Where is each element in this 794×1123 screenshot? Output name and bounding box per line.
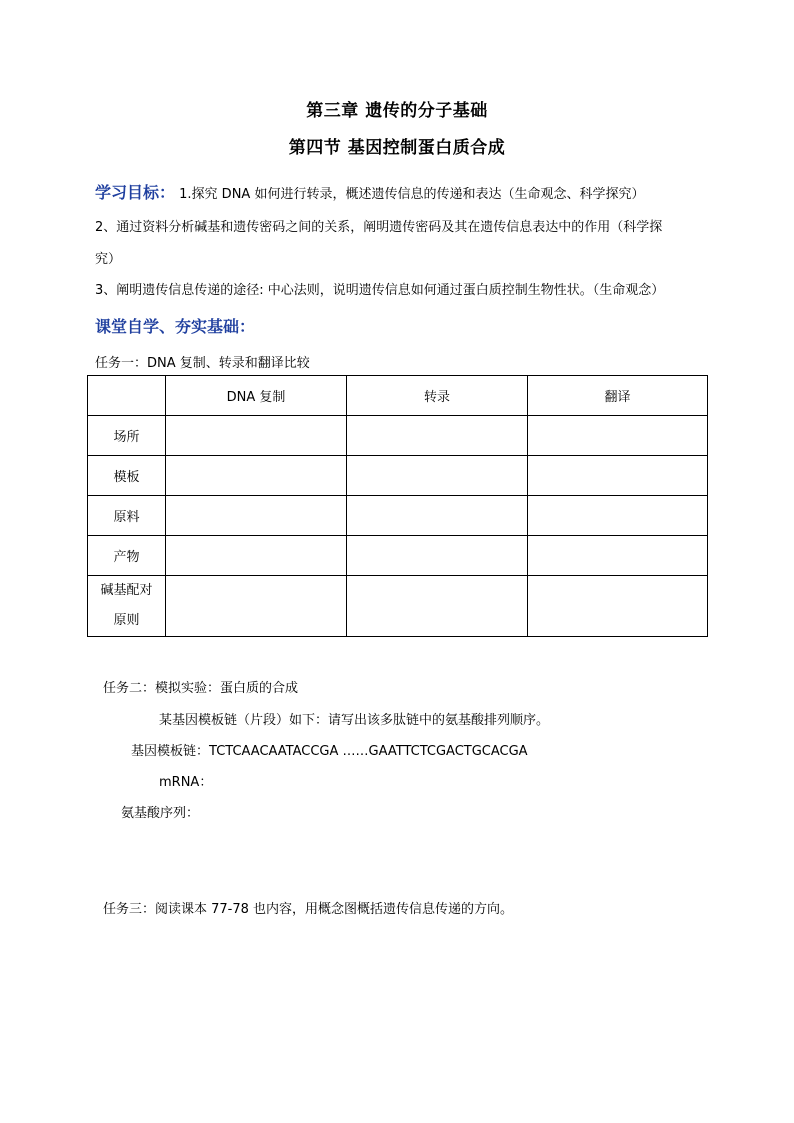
task2-instruction: 某基因模板链（片段）如下：请写出该多肽链中的氨基酸排列顺序。 [159,713,550,728]
table-row [88,456,708,496]
table-row [88,576,708,637]
answer-cell[interactable] [347,416,528,456]
header-cell-dna-replication: DNA 复制 [166,376,347,416]
answer-cell[interactable] [347,536,528,576]
row-label-location: 场所 [88,416,166,456]
objective-3: 3、阐明遗传信息传递的途径: 中心法则，说明遗传信息如何通过蛋白质控制生物性状。（生命观念） [95,283,665,298]
objective-1: 1.探究 DNA 如何进行转录，概述遗传信息的传递和表达（生命观念、科学探究） [175,187,645,202]
header-cell-translation: 翻译 [528,376,708,416]
gene-template-sequence: TCTCAACAATACCGA ……GAATTCTCGACTGCACGA [209,744,528,759]
answer-cell[interactable] [166,576,347,637]
row-label-product: 产物 [88,536,166,576]
header-cell-empty [88,376,166,416]
comparison-table [87,375,708,637]
answer-cell[interactable] [347,576,528,637]
mrna-label: mRNA： [159,775,213,790]
answer-cell[interactable] [528,496,708,536]
answer-cell[interactable] [166,496,347,536]
amino-acid-label: 氨基酸序列： [121,806,200,821]
objectives-label: 学习目标： [95,183,176,202]
task3-title: 任务三：阅读课本 77-78 也内容，用概念图概括遗传信息传递的方向。 [103,902,514,917]
row-label-material: 原料 [88,496,166,536]
table-row [88,416,708,456]
objective-2-line-1: 2、通过资料分析碱基和遗传密码之间的关系，阐明遗传密码及其在遗传信息表达中的作用（科学探 [95,220,663,235]
table-row [88,536,708,576]
learning-objectives [95,180,644,203]
gene-template-line [131,740,528,759]
answer-cell[interactable] [528,576,708,637]
answer-cell[interactable] [347,456,528,496]
row-label-base-pairing-line1: 碱基配对 [100,583,153,598]
table-header-row [88,376,708,416]
answer-cell[interactable] [347,496,528,536]
answer-cell[interactable] [166,536,347,576]
header-cell-transcription: 转录 [347,376,528,416]
answer-cell[interactable] [166,416,347,456]
answer-cell[interactable] [528,456,708,496]
task2-title: 任务二：模拟实验：蛋白质的合成 [103,681,299,696]
row-label-base-pairing [88,576,166,637]
task1-title: 任务一：DNA 复制、转录和翻译比较 [95,356,310,371]
section-title: 第四节 基因控制蛋白质合成 [288,138,506,158]
chapter-title: 第三章 遗传的分子基础 [306,101,488,121]
answer-cell[interactable] [166,456,347,496]
gene-template-label: 基因模板链： [131,744,210,759]
row-label-template: 模板 [88,456,166,496]
row-label-base-pairing-line2: 原则 [113,613,140,628]
answer-cell[interactable] [528,416,708,456]
self-study-heading: 课堂自学、夯实基础： [95,317,256,336]
objective-2-line-2: 究） [95,252,122,267]
answer-cell[interactable] [528,536,708,576]
table-row [88,496,708,536]
